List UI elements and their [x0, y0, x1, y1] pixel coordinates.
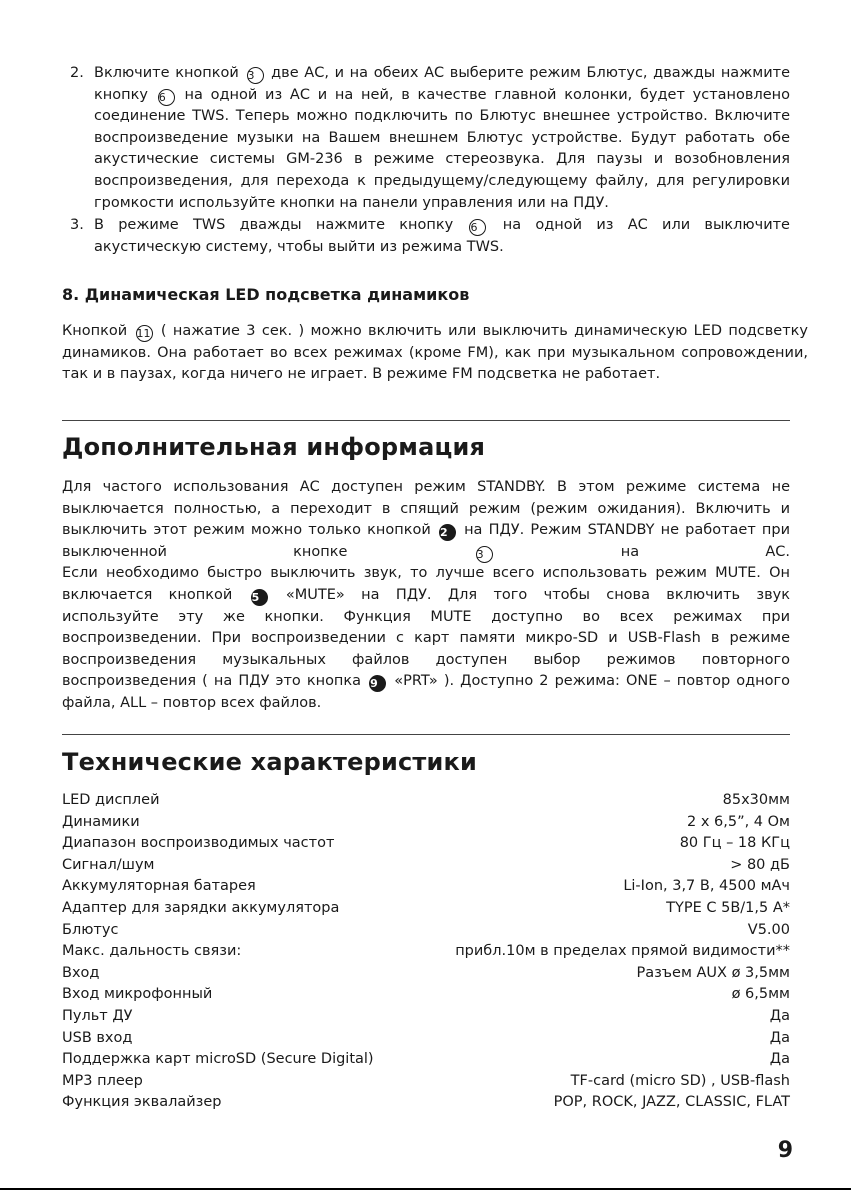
text-line: [62, 477, 790, 499]
button-number-icon: 11: [136, 327, 151, 340]
spec-label: Вход: [62, 964, 100, 981]
text-segment: воспроизведения музыкальных файлов доступен выбор режимов повторного: [62, 651, 790, 668]
spec-value: V5.00: [747, 921, 790, 938]
text-line: [62, 343, 808, 365]
text-segment: выключенной кнопке: [62, 543, 474, 560]
spec-row: [62, 876, 790, 898]
button-number-icon: 2: [439, 524, 456, 541]
text-line: [94, 128, 790, 150]
spec-label: USB вход: [62, 1029, 133, 1046]
button-number-icon: 9: [369, 675, 386, 692]
divider: [62, 734, 790, 735]
additional-info-text: [62, 477, 790, 715]
spec-row: [62, 941, 790, 963]
spec-value: Да: [769, 1029, 790, 1046]
text-line: [62, 693, 790, 715]
text-segment: используйте эту же кнопки. Функция MUTE доступно во всех режимах при: [62, 608, 790, 625]
text-segment: Кнопкой: [62, 323, 134, 339]
text-segment: воспроизведения, для перехода к предыдущему/следующему файлу, для регулировки: [94, 172, 790, 189]
button-number-icon: 3: [476, 546, 493, 563]
spec-value: Li-Ion, 3,7 В, 4500 мАч: [623, 878, 790, 895]
spec-label: Поддержка карт microSD (Secure Digital): [62, 1051, 374, 1068]
text-segment: воспроизведения ( на ПДУ это кнопка: [62, 673, 368, 690]
text-segment: ( нажатие 3 сек. ) можно включить или выключить динамическую LED подсветку: [154, 323, 808, 339]
spec-row: [62, 963, 790, 985]
text-line: [62, 542, 790, 564]
text-line: [62, 563, 790, 585]
spec-value: > 80 дБ: [730, 856, 790, 873]
spec-label: LED дисплей: [62, 792, 160, 808]
spec-value: Да: [769, 1051, 790, 1068]
spec-value: 85х30мм: [722, 792, 790, 808]
spec-value: TF-card (micro SD) , USB-flash: [570, 1072, 790, 1089]
text-segment: так и в паузах, когда ничего не играет. В режиме FM подсветка не работает.: [62, 366, 661, 383]
button-number-icon: 6: [469, 219, 486, 236]
divider: [62, 420, 790, 421]
list-number: 3.: [70, 217, 84, 233]
text-line: [62, 607, 790, 629]
spec-row: [62, 812, 790, 834]
text-line: [94, 215, 790, 237]
spec-value: 2 х 6,5”, 4 Ом: [686, 813, 790, 830]
text-line: [62, 499, 790, 521]
spec-value: прибл.10м в пределах прямой видимости**: [455, 943, 790, 960]
page-number: 9: [777, 1138, 793, 1163]
page-bottom-edge: [0, 1188, 851, 1190]
text-segment: динамиков. Она работает во всех режимах (кроме FM), как при музыкальном сопровождении,: [62, 344, 808, 361]
text-line: [62, 321, 808, 343]
text-segment: включается кнопкой: [62, 586, 249, 603]
spec-label: Адаптер для зарядки аккумулятора: [62, 899, 340, 916]
spec-row: [62, 833, 790, 855]
text-segment: выключается полностью, а переходит в спящий режим (режим ожидания). Включить и: [62, 500, 790, 517]
text-line: [62, 628, 790, 650]
spec-value: 80 Гц – 18 КГц: [679, 835, 790, 852]
spec-row: [62, 1006, 790, 1028]
additional-info-heading: Дополнительная информация: [62, 433, 486, 461]
spec-row: [62, 790, 790, 812]
button-number-icon: 5: [251, 589, 268, 606]
spec-row: [62, 898, 790, 920]
text-line: [94, 193, 790, 215]
spec-label: Блютус: [62, 921, 119, 938]
text-segment: на одной из АС или выключите: [488, 217, 790, 233]
text-segment: Для частого использования АС доступен режим STANDBY. В этом режиме система не: [62, 479, 790, 495]
spec-row: [62, 1071, 790, 1093]
specs-table: [62, 790, 790, 1114]
text-segment: файла, ALL – повтор всех файлов.: [62, 694, 322, 711]
spec-label: Макс. дальность связи:: [62, 943, 242, 960]
text-segment: выключить этот режим можно только кнопкой: [62, 522, 437, 539]
specs-heading: Технические характеристики: [62, 748, 478, 776]
text-segment: акустическую систему, чтобы выйти из режима TWS.: [94, 238, 504, 255]
spec-value: Разъем AUX ø 3,5мм: [636, 964, 790, 981]
spec-label: Сигнал/шум: [62, 856, 155, 873]
text-segment: Если необходимо быстро выключить звук, то лучше всего использовать режим MUTE. Он: [62, 565, 790, 582]
spec-label: Вход микрофонный: [62, 986, 213, 1003]
spec-row: [62, 1049, 790, 1071]
text-segment: кнопку: [94, 86, 156, 103]
text-line: [94, 63, 790, 85]
spec-value: POP, ROCK, JAZZ, CLASSIC, FLAT: [553, 1094, 790, 1111]
spec-value: ø 6,5мм: [731, 986, 790, 1003]
text-segment: «MUTE» на ПДУ. Для того чтобы снова включить звук: [269, 586, 790, 603]
button-number-icon: 3: [247, 67, 264, 84]
text-segment: Включите кнопкой: [94, 65, 245, 81]
section-8-text: [62, 321, 808, 386]
spec-value: Да: [769, 1007, 790, 1024]
text-segment: две АС, и на обеих АС выберите режим Блютус, дважды нажмите: [265, 65, 790, 81]
spec-label: Диапазон воспроизводимых частот: [62, 835, 335, 852]
text-line: [94, 171, 790, 193]
text-line: [94, 149, 790, 171]
list-number: 2.: [70, 65, 84, 81]
text-line: [94, 237, 790, 259]
text-segment: на одной из АС и на ней, в качестве главной колонки, будет установлено: [176, 86, 790, 103]
spec-row: [62, 920, 790, 942]
spec-value: TYPE C 5В/1,5 А*: [666, 899, 790, 916]
text-segment: громкости используйте кнопки на панели управления или на ПДУ.: [94, 194, 609, 211]
text-segment: на АС.: [494, 543, 790, 560]
text-line: [94, 85, 790, 107]
text-line: [62, 585, 790, 607]
text-segment: воспроизведение музыки на Вашем внешнем Блютус устройстве. Будут работать обе: [94, 129, 790, 146]
text-line: [62, 364, 808, 386]
text-segment: на ПДУ. Режим STANDBY не работает при: [457, 522, 791, 539]
button-number-icon: 6: [158, 89, 175, 106]
text-line: [62, 650, 790, 672]
list-item-2: [70, 63, 790, 214]
list-item-3: [70, 215, 790, 258]
text-segment: В режиме TWS дважды нажмите кнопку: [94, 217, 468, 233]
spec-label: Динамики: [62, 813, 140, 830]
spec-label: Пульт ДУ: [62, 1007, 133, 1024]
text-segment: акустические системы GM-236 в режиме стереозвука. Для паузы и возобновления: [94, 151, 790, 168]
spec-row: [62, 984, 790, 1006]
spec-label: MP3 плеер: [62, 1072, 143, 1089]
spec-label: Аккумуляторная батарея: [62, 878, 256, 895]
text-line: [94, 106, 790, 128]
spec-row: [62, 1028, 790, 1050]
section-8-heading: 8. Динамическая LED подсветка динамиков: [62, 285, 470, 304]
spec-label: Функция эквалайзер: [62, 1094, 222, 1111]
text-segment: воспроизведении. При воспроизведении с карт памяти микро-SD и USB-Flash в режиме: [62, 630, 790, 647]
text-line: [62, 520, 790, 542]
spec-row: [62, 1092, 790, 1114]
text-segment: соединение TWS. Теперь можно подключить по Блютус внешнее устройство. Включите: [94, 108, 790, 125]
text-segment: «PRT» ). Доступно 2 режима: ONE – повтор одного: [388, 673, 790, 690]
text-line: [62, 671, 790, 693]
spec-row: [62, 855, 790, 877]
